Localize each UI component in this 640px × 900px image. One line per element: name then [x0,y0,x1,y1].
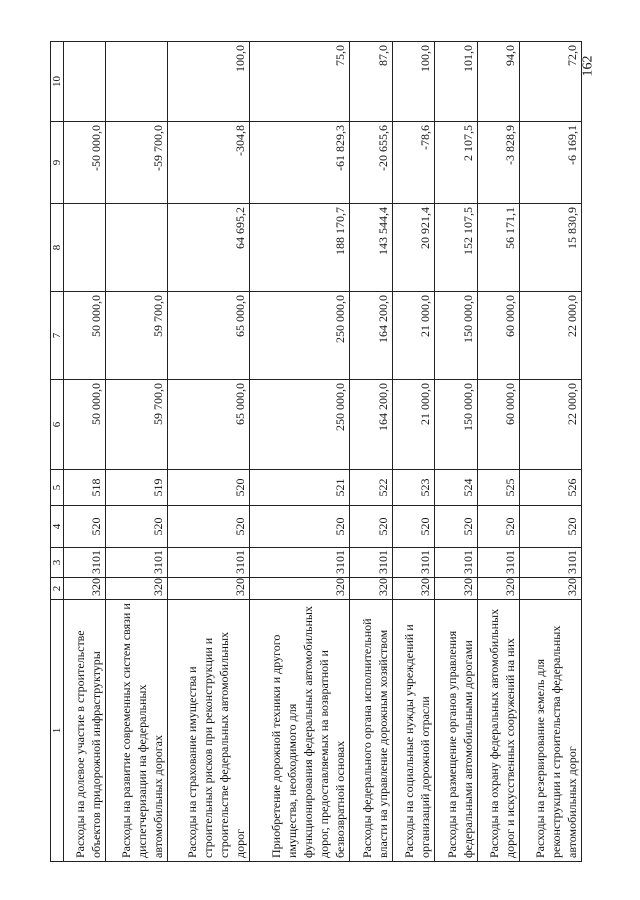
column-header: 10 [51,42,64,122]
column-header: 7 [51,292,64,380]
cell-col6: 250 000,0 [249,380,350,470]
page-number: 162 [580,55,596,77]
table-header-row [51,42,64,862]
column-header: 2 [51,578,64,600]
cell-col6: 22 000,0 [520,380,582,470]
cell-col8: 143 544,4 [350,204,392,292]
cell-col3: 3101 [392,548,434,578]
cell-col9: -50 000,0 [64,122,106,204]
budget-table [50,41,582,862]
row-name: Расходы на резервирование земель для реконструкции и строительства федеральных автомобильных дорог [520,600,582,862]
cell-col8: 20 921,4 [392,204,434,292]
cell-col4: 520 [168,506,249,548]
cell-col10: 75,0 [249,42,350,122]
cell-col2: 320 [350,578,392,600]
cell-col10 [64,42,106,122]
cell-col9: -304,8 [168,122,249,204]
cell-col10: 87,0 [350,42,392,122]
cell-col3: 3101 [520,548,582,578]
cell-col5: 519 [106,470,168,506]
table-row [520,42,582,862]
cell-col10 [106,42,168,122]
document-sheet [50,42,582,862]
cell-col10: 100,0 [168,42,249,122]
cell-col4: 520 [64,506,106,548]
cell-col3: 3101 [249,548,350,578]
table-row [106,42,168,862]
row-name: Расходы на размещение органов управления федеральными автомобильными дорогами [435,600,477,862]
cell-col7: 164 200,0 [350,292,392,380]
cell-col7: 50 000,0 [64,292,106,380]
cell-col2: 320 [435,578,477,600]
cell-col6: 164 200,0 [350,380,392,470]
cell-col7: 60 000,0 [477,292,519,380]
cell-col4: 520 [350,506,392,548]
cell-col6: 60 000,0 [477,380,519,470]
cell-col6: 59 700,0 [106,380,168,470]
cell-col7: 65 000,0 [168,292,249,380]
cell-col2: 320 [392,578,434,600]
cell-col8: 152 107,5 [435,204,477,292]
table-row [168,42,249,862]
cell-col7: 150 000,0 [435,292,477,380]
column-header: 6 [51,380,64,470]
cell-col8: 64 695,2 [168,204,249,292]
row-name: Приобретение дорожной техники и другого имущества, необходимого для функционирования федеральных автомобильных дорог, предоставляемых на возвратной и безвозвратной основах [249,600,350,862]
cell-col4: 520 [249,506,350,548]
cell-col7: 21 000,0 [392,292,434,380]
cell-col7: 22 000,0 [520,292,582,380]
column-header: 9 [51,122,64,204]
cell-col6: 21 000,0 [392,380,434,470]
row-name: Расходы на долевое участие в строительстве объектов придорожной инфраструктуры [64,600,106,862]
cell-col9: -61 829,3 [249,122,350,204]
cell-col9: -78,6 [392,122,434,204]
cell-col3: 3101 [64,548,106,578]
cell-col5: 524 [435,470,477,506]
cell-col5: 521 [249,470,350,506]
cell-col5: 526 [520,470,582,506]
cell-col4: 520 [520,506,582,548]
cell-col9: -59 700,0 [106,122,168,204]
row-name: Расходы на развитие современных систем связи и диспетчеризации на федеральных автомобильных дорогах [106,600,168,862]
cell-col5: 520 [168,470,249,506]
cell-col3: 3101 [435,548,477,578]
table-row [350,42,392,862]
table-row [477,42,519,862]
cell-col8: 188 170,7 [249,204,350,292]
row-name: Расходы на социальные нужды учреждений и организаций дорожной отрасли [392,600,434,862]
cell-col10: 94,0 [477,42,519,122]
cell-col2: 320 [168,578,249,600]
cell-col6: 65 000,0 [168,380,249,470]
rotated-table-container [50,42,582,862]
cell-col8: 56 171,1 [477,204,519,292]
table-row [392,42,434,862]
table-row [249,42,350,862]
cell-col10: 100,0 [392,42,434,122]
cell-col3: 3101 [168,548,249,578]
table-row [435,42,477,862]
column-header: 1 [51,600,64,862]
cell-col7: 250 000,0 [249,292,350,380]
row-name: Расходы федерального органа исполнительной власти на управление дорожным хозяйством [350,600,392,862]
cell-col4: 520 [392,506,434,548]
cell-col4: 520 [106,506,168,548]
cell-col9: -6 169,1 [520,122,582,204]
cell-col5: 525 [477,470,519,506]
cell-col10: 101,0 [435,42,477,122]
cell-col9: -3 828,9 [477,122,519,204]
cell-col9: -20 655,6 [350,122,392,204]
cell-col8 [106,204,168,292]
cell-col2: 320 [520,578,582,600]
cell-col5: 522 [350,470,392,506]
cell-col5: 518 [64,470,106,506]
cell-col3: 3101 [106,548,168,578]
cell-col9: 2 107,5 [435,122,477,204]
cell-col8: 15 830,9 [520,204,582,292]
cell-col6: 150 000,0 [435,380,477,470]
table-row [64,42,106,862]
row-name: Расходы на охрану федеральных автомобильных дорог и искусственных сооружений на них [477,600,519,862]
cell-col3: 3101 [350,548,392,578]
row-name: Расходы на страхование имущества и строительных рисков при реконструкции и строительстве федеральных автомобильных дорог [168,600,249,862]
cell-col2: 320 [477,578,519,600]
column-header: 8 [51,204,64,292]
cell-col2: 320 [249,578,350,600]
cell-col2: 320 [64,578,106,600]
column-header: 5 [51,470,64,506]
cell-col4: 520 [477,506,519,548]
cell-col2: 320 [106,578,168,600]
cell-col6: 50 000,0 [64,380,106,470]
column-header: 3 [51,548,64,578]
table-body [64,42,582,862]
cell-col10: 72,0 [520,42,582,122]
cell-col4: 520 [435,506,477,548]
column-header: 4 [51,506,64,548]
cell-col7: 59 700,0 [106,292,168,380]
cell-col5: 523 [392,470,434,506]
cell-col8 [64,204,106,292]
cell-col3: 3101 [477,548,519,578]
